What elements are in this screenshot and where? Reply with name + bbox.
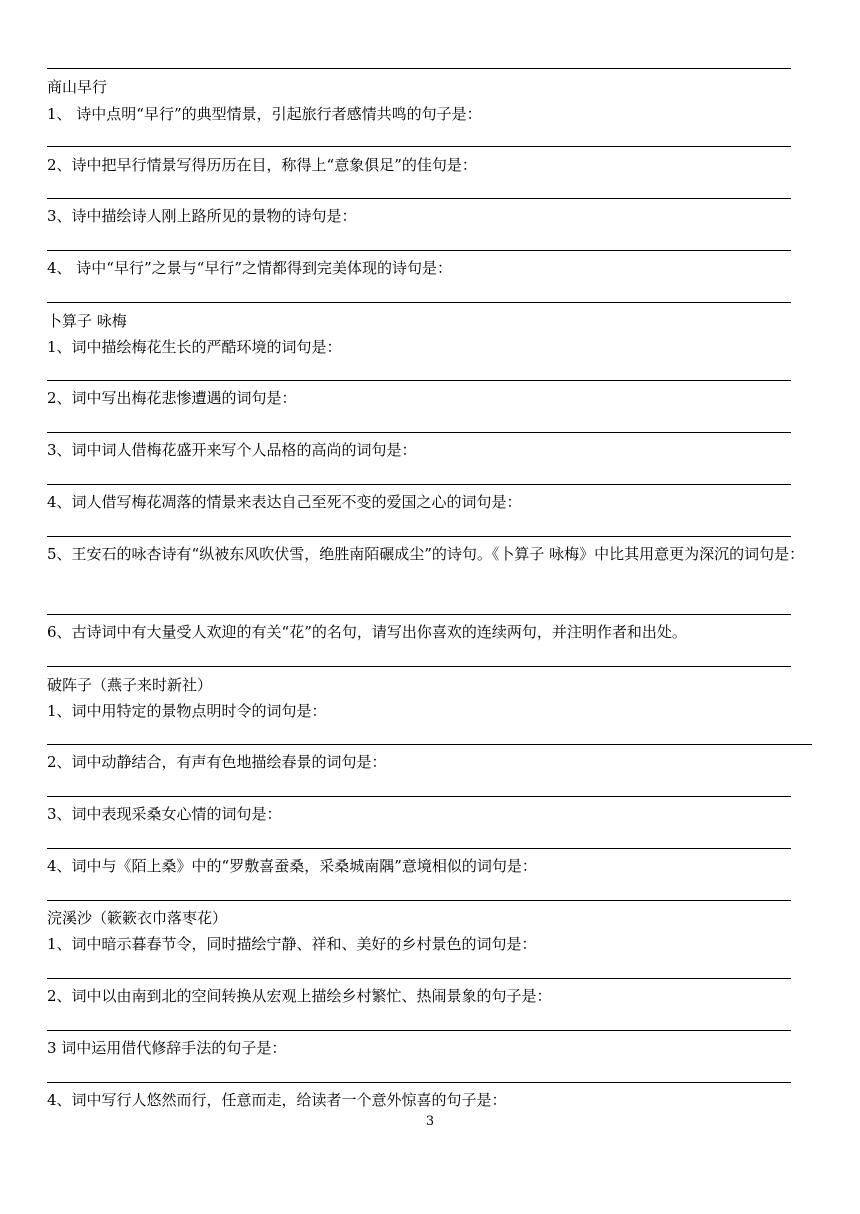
answer-line	[47, 900, 791, 901]
question: 2、诗中把早行情景写得历历在目，称得上“意象俱足”的佳句是：	[47, 156, 477, 174]
question: 4、词中写行人悠然而行，任意而走，给读者一个意外惊喜的句子是：	[47, 1091, 507, 1109]
question: 2、词中以由南到北的空间转换从宏观上描绘乡村繁忙、热闹景象的句子是：	[47, 987, 552, 1005]
question: 1、词中暗示暮春节令，同时描绘宁静、祥和、美好的乡村景色的词句是：	[47, 935, 537, 953]
page-number: 3	[425, 1114, 435, 1129]
section-title: 卜算子 咏梅	[47, 312, 127, 330]
question: 3、词中词人借梅花盛开来写个人品格的高尚的词句是：	[47, 441, 417, 459]
answer-line	[47, 796, 791, 797]
answer-line	[47, 666, 791, 667]
section-title: 浣溪沙（簌簌衣巾落枣花）	[47, 909, 228, 927]
answer-line	[47, 1082, 791, 1083]
answer-line	[47, 198, 791, 199]
question: 1、词中用特定的景物点明时令的词句是：	[47, 702, 327, 720]
answer-line	[47, 380, 791, 381]
question: 3、诗中描绘诗人刚上路所见的景物的诗句是：	[47, 207, 357, 225]
section-title: 破阵子（燕子来时新社）	[47, 676, 213, 694]
answer-line	[47, 432, 791, 433]
answer-line	[47, 614, 791, 615]
answer-line	[47, 848, 791, 849]
question: 1、词中描绘梅花生长的严酷环境的词句是：	[47, 338, 342, 356]
answer-line	[47, 146, 791, 147]
question: 1、 诗中点明“早行”的典型情景，引起旅行者感情共鸣的句子是：	[47, 105, 482, 123]
question: 4、词人借写梅花凋落的情景来表达自己至死不变的爱国之心的词句是：	[47, 493, 522, 511]
answer-line	[47, 1030, 791, 1031]
answer-line	[47, 68, 791, 69]
answer-line	[47, 744, 812, 745]
question: 4、 诗中“早行”之景与“早行”之情都得到完美体现的诗句是：	[47, 259, 452, 277]
question: 5、王安石的咏杏诗有“纵被东风吹伏雪，绝胜南陌碾成尘”的诗句。《卜算子 咏梅》中比其用意更为深沉的词句是：	[47, 545, 805, 563]
question: 3、词中表现采桑女心情的词句是：	[47, 805, 282, 823]
section-title: 商山早行	[47, 78, 108, 96]
answer-line	[47, 302, 791, 303]
answer-line	[47, 978, 791, 979]
question: 2、词中写出梅花悲惨遭遇的词句是：	[47, 389, 297, 407]
answer-line	[47, 536, 791, 537]
question: 2、词中动静结合，有声有色地描绘春景的词句是：	[47, 753, 387, 771]
question: 3 词中运用借代修辞手法的句子是：	[47, 1039, 287, 1057]
answer-line	[47, 484, 791, 485]
question: 6、古诗词中有大量受人欢迎的有关“花”的名句，请写出你喜欢的连续两句，并注明作者和出处。	[47, 623, 687, 641]
question: 4、词中与《陌上桑》中的“罗敷喜蚕桑，采桑城南隅”意境相似的词句是：	[47, 857, 537, 875]
answer-line	[47, 250, 791, 251]
